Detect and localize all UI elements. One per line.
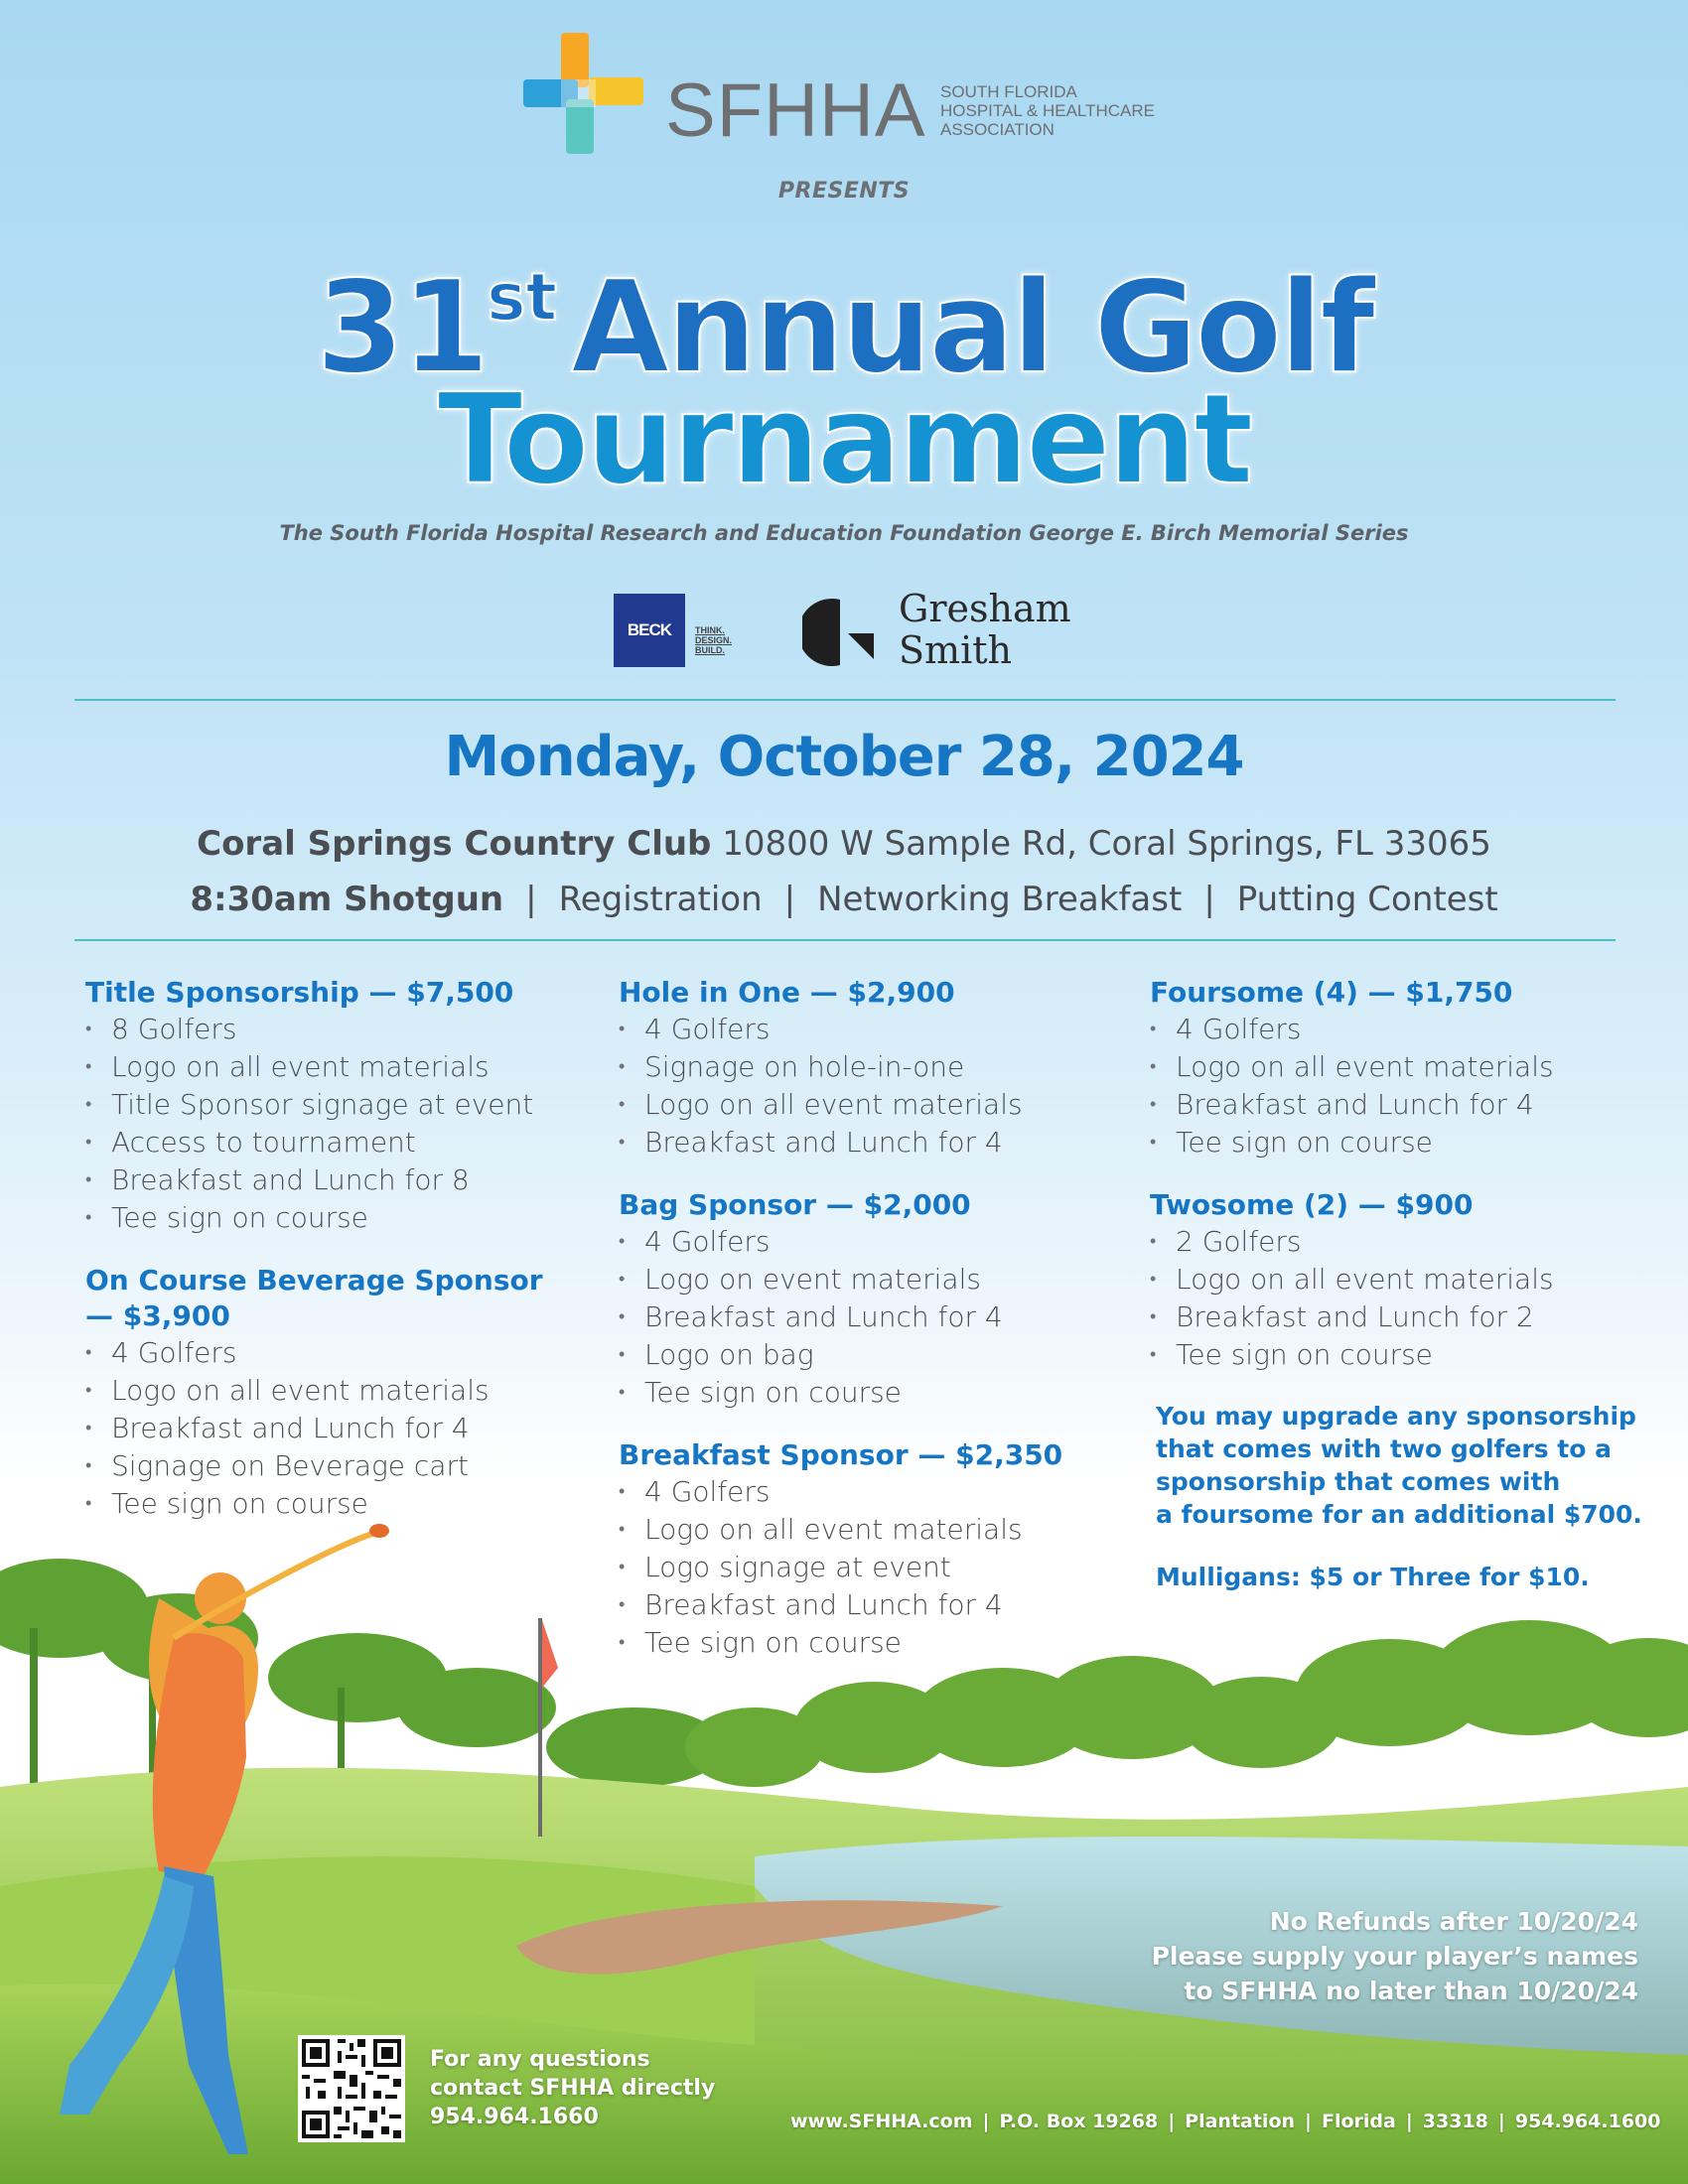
benefit-item: • Access to tournament [85,1124,602,1161]
schedule-item: Networking Breakfast [817,880,1183,919]
benefit-item: • 4 Golfers [1150,1011,1666,1048]
package-title: Foursome (4) — $1,750 [1150,976,1513,1009]
series-subtitle: The South Florida Hospital Research and Education Foundation George E. Birch Memorial Series [279,521,1409,545]
contact-phone[interactable]: 954.964.1660 [430,2105,599,2129]
upgrade-note-line: You may upgrade any sponsorship [1156,1402,1636,1431]
benefit-item: • 4 Golfers [619,1011,1135,1048]
refund-line: to SFHHA no later than 10/20/24 [1184,1977,1638,2005]
benefit-item: • Signage on hole-in-one [619,1048,1135,1086]
benefit-item: • Breakfast and Lunch for 4 [85,1410,602,1447]
package-benefits [619,1473,1135,1662]
venue-name: Coral Springs Country Club [197,824,712,864]
beck-tagline-line: BUILD. [695,645,725,655]
schedule-separator: | [525,880,537,919]
benefit-item: • Logo on all event materials [619,1511,1135,1549]
footer-phone[interactable]: 954.964.1600 [1514,2111,1661,2132]
logo-subtitle [940,82,1198,139]
title-number: 31 [316,254,488,402]
upgrade-note [1150,1400,1666,1531]
benefit-item: • Logo on all event materials [619,1086,1135,1124]
schedule-separator: | [1203,880,1215,919]
upgrade-note-line: a foursome for an additional $700. [1156,1500,1642,1529]
benefit-item: • Logo on all event materials [85,1372,602,1410]
benefit-item: • Logo on event materials [619,1261,1135,1298]
package-twosome [1150,1187,1666,1374]
footer-po-box: P.O. Box 19268 [999,2111,1159,2132]
contact-info [430,2045,715,2131]
logo-subtitle-line: ASSOCIATION [940,120,1055,139]
schedule-item: Registration [558,880,763,919]
beck-tagline [695,625,732,655]
footer-separator: | [1405,2111,1413,2132]
package-beverage-sponsor [85,1263,602,1523]
refund-line: Please supply your player’s names [1151,1942,1638,1971]
tree-line-left [0,1559,725,1787]
package-benefits [1150,1223,1666,1374]
mulligans-note: Mulligans: $5 or Three for $10. [1156,1563,1590,1591]
beck-tagline-line: DESIGN. [695,635,733,645]
package-breakfast-sponsor [619,1437,1135,1662]
package-benefits [85,1011,602,1237]
footer-separator: | [982,2111,990,2132]
sponsorship-column-2 [619,975,1135,1688]
benefit-item: • Breakfast and Lunch for 4 [619,1298,1135,1336]
upgrade-note-line: sponsorship that comes with [1156,1467,1561,1496]
benefit-item: • Tee sign on course [619,1624,1135,1662]
footer-city: Plantation [1185,2111,1296,2132]
refund-line: No Refunds after 10/20/24 [1269,1907,1638,1936]
beck-logo: BECK [614,594,685,667]
package-benefits [619,1011,1135,1161]
gresham-smith-logo-text [899,588,1071,671]
title-line-2: Tournament [437,366,1251,512]
benefit-item: • Logo signage at event [619,1549,1135,1586]
schedule-separator: | [783,880,796,919]
benefit-item: • Tee sign on course [619,1374,1135,1412]
divider-top [74,699,1616,701]
package-hole-in-one [619,975,1135,1161]
benefit-item: • Signage on Beverage cart [85,1447,602,1485]
benefit-item: • 4 Golfers [85,1334,602,1372]
benefit-item: • Breakfast and Lunch for 4 [619,1586,1135,1624]
sfhha-logo [496,28,1211,177]
benefit-item: • Breakfast and Lunch for 8 [85,1161,602,1199]
package-title: Breakfast Sponsor — $2,350 [619,1438,1063,1471]
footer-separator: | [1305,2111,1312,2132]
title-ordinal-suffix: st [487,259,558,336]
footer-state: Florida [1321,2111,1396,2132]
gresham-smith-line: Smith [899,628,1012,672]
logo-wordmark: SFHHA [665,68,926,153]
benefit-item: • Tee sign on course [1150,1336,1666,1374]
presents-label: PRESENTS [777,179,911,204]
benefit-item: • Breakfast and Lunch for 4 [1150,1086,1666,1124]
beck-tagline-line: THINK. [695,625,725,635]
package-title: Title Sponsorship — $7,500 [85,976,514,1009]
package-benefits [1150,1011,1666,1161]
footer-zip: 33318 [1422,2111,1488,2132]
title-text: Annual Golf [571,254,1372,402]
benefit-item: • Breakfast and Lunch for 2 [1150,1298,1666,1336]
sfhha-cross-logo [511,28,660,177]
benefit-item: • Logo on all event materials [85,1048,602,1086]
logo-subtitle-line: SOUTH FLORIDA [940,82,1077,101]
venue-address: 10800 W Sample Rd, Coral Springs, FL 33065 [722,824,1491,864]
benefit-item: • 4 Golfers [619,1473,1135,1511]
package-bag-sponsor [619,1187,1135,1412]
benefit-item: • Tee sign on course [85,1199,602,1237]
footer-bar [790,2111,1661,2132]
benefit-item: • 2 Golfers [1150,1223,1666,1261]
divider-bottom [74,939,1616,941]
benefit-item: • Title Sponsor signage at event [85,1086,602,1124]
sponsorship-column-1 [85,975,602,1549]
refund-notice [1043,1904,1638,2008]
event-date: Monday, October 28, 2024 [444,725,1244,789]
footer-separator: | [1168,2111,1176,2132]
package-title: On Course Beverage Sponsor [85,1264,543,1297]
upgrade-note-line: that comes with two golfers to a [1156,1434,1612,1463]
gresham-smith-logo-mark [802,598,880,667]
package-benefits [619,1223,1135,1412]
footer-website-link[interactable]: www.SFHHA.com [790,2111,973,2132]
benefit-item: • 8 Golfers [85,1011,602,1048]
event-venue [0,824,1688,864]
benefit-item: • Logo on bag [619,1336,1135,1374]
contact-line: For any questions [430,2047,650,2072]
schedule-item: Putting Contest [1236,880,1498,919]
package-price: — $3,900 [85,1299,230,1332]
benefit-item: • Breakfast and Lunch for 4 [619,1124,1135,1161]
event-schedule [0,880,1688,919]
schedule-item: 8:30am Shotgun [190,880,504,919]
package-title: Bag Sponsor — $2,000 [619,1188,971,1221]
benefit-item: • Logo on all event materials [1150,1261,1666,1298]
benefit-item: • 4 Golfers [619,1223,1135,1261]
footer-separator: | [1497,2111,1505,2132]
package-title-sponsorship [85,975,602,1237]
package-title: Hole in One — $2,900 [619,976,955,1009]
sponsorship-column-3 [1150,975,1666,1593]
benefit-item: • Tee sign on course [1150,1124,1666,1161]
benefit-item: • Tee sign on course [85,1485,602,1523]
logo-subtitle-line: HOSPITAL & HEALTHCARE [940,101,1156,120]
package-foursome [1150,975,1666,1161]
contact-line: contact SFHHA directly [430,2076,716,2101]
gresham-smith-line: Gresham [899,587,1071,630]
package-benefits [85,1334,602,1523]
package-title: Twosome (2) — $900 [1150,1188,1474,1221]
benefit-item: • Logo on all event materials [1150,1048,1666,1086]
qr-code[interactable] [298,2035,405,2142]
